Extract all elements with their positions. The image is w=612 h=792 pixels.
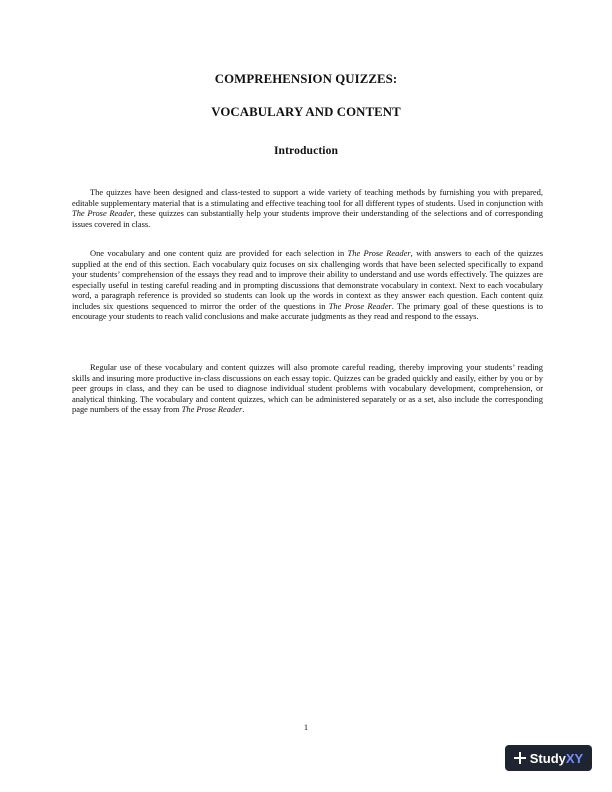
book-title-italic: The Prose Reader xyxy=(328,300,392,311)
studyxy-watermark-badge[interactable] xyxy=(505,745,592,771)
document-title-line-2: VOCABULARY AND CONTENT xyxy=(211,105,401,119)
book-title-italic: The Prose Reader xyxy=(181,404,243,415)
paragraph-text-run: One vocabulary and one content quiz are provided for each selection in xyxy=(90,248,348,258)
watermark-text-study: Study xyxy=(529,750,566,766)
paragraph-text-run: , these quizzes can substantially help your students improve their understanding of the selections and of corresponding issues covered in class. xyxy=(72,208,543,229)
paragraph-text-run: . The primary goal of these questions is to encourage your students to reach valid conclusions and make accurate judgments as they read and respond to the essays. xyxy=(72,300,544,322)
paragraph-text-run: Regular use of these vocabulary and content quizzes will also promote careful reading, thereby improving your students’ reading skills and insuring more productive in-class discussions on each essay topic. Quizzes can be graded quickly and easily, either by you or by peer groups in class, and they can be used to diagnose individual student problems with vocabulary development, comprehension, or analytical thinking. The vocabulary and content quizzes, which can be administered separately or as a set, also include the corresponding page numbers of the essay from xyxy=(72,362,543,415)
paragraph-2 xyxy=(72,248,543,322)
page-number: 1 xyxy=(303,722,309,732)
paragraph-3 xyxy=(72,362,543,415)
plus-icon xyxy=(514,752,526,764)
document-title-line-1: COMPREHENSION QUIZZES: xyxy=(214,72,398,86)
book-title-italic: The Prose Reader xyxy=(72,208,134,219)
section-heading-introduction: Introduction xyxy=(273,144,339,157)
paragraph-text-run: The quizzes have been designed and class-tested to support a wide variety of teaching methods by furnishing you with prepared, editable supplementary material that is a stimulating and effective teaching tool for all different types of students. Used in conjunction with xyxy=(72,187,543,208)
book-title-italic: The Prose Reader xyxy=(347,248,411,258)
paragraph-1 xyxy=(72,187,543,229)
watermark-text-xy: XY xyxy=(565,750,584,766)
paragraph-text-run: . xyxy=(242,404,245,415)
paragraph-text-run: , with answers to each of the quizzes supplied at the end of this section. Each vocabulary quiz focuses on six challenging words that have been selected specifically to expand your students’ comprehension of the essays they read and to improve their ability to understand and use words effectively. The quizzes are especially useful in testing careful reading and in prompting discussions that demonstrate vocabulary in context. Next to each vocabulary word, a paragraph reference is provided so students can look up the words in context as they answer each question. Each content quiz includes six questions sequenced to mirror the order of the questions in xyxy=(72,248,543,311)
